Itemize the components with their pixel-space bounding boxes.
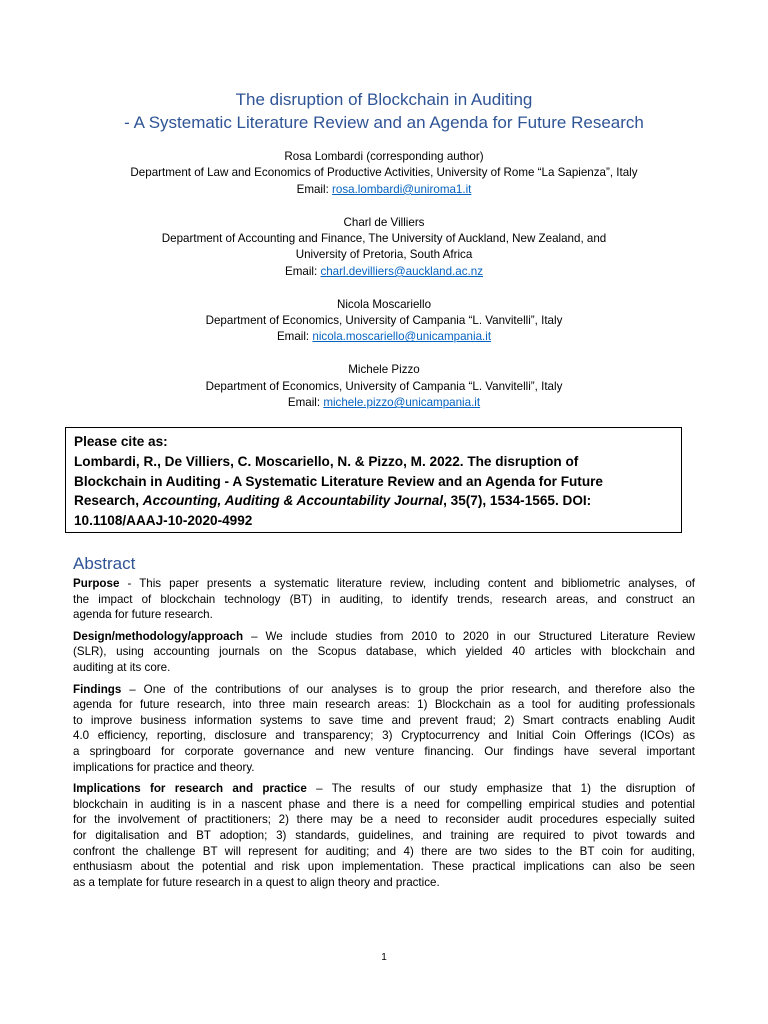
author-list [60,149,708,428]
author-email-line [60,182,708,198]
section-label: Design/methodology/approach [73,629,244,643]
section-label: Implications for research and practice [73,782,307,796]
abstract-line: enthusiasm about the potential and risk upon implementation. These practical implications can also be seen [73,860,695,874]
line-text: This paper presents a systematic literature review, including content and bibliometric analyses, of [139,577,695,590]
abstract-line: agenda for future research. [73,608,213,622]
citation-text: , 35(7), 1534-1565. DOI: [443,493,592,509]
abstract-line: as a template for future research in a quest to align theory and practice. [73,875,440,889]
author-block [60,362,708,411]
author-email-line [60,264,708,280]
citation-line [74,491,673,511]
page-number: 1 [381,952,387,963]
author-block [60,215,708,281]
author-name: Charl de Villiers [343,215,425,229]
label-separator: - [119,577,140,590]
author-email-line [60,329,708,345]
abstract-line: 4.0 efficiency, reporting, disclosure and transparency; 3) Cryptocurrency and Initial Coin Offerings (ICOs) as [73,729,695,743]
email-label: Email: [287,396,324,410]
citation-box [65,427,682,533]
author-name: Rosa Lombardi (corresponding author) [284,150,484,163]
journal-name: Accounting, Auditing & Accountability Journal [142,493,444,509]
abstract-paragraph-findings [73,682,695,776]
author-affiliation: Department of Accounting and Finance, The University of Auckland, New Zealand, and [161,232,607,246]
abstract-line: implications for practice and theory. [73,760,255,774]
author-email-line [60,395,708,411]
abstract-line: (SLR), using accounting journals on the Scopus database, which yielded 40 articles with blockchain and [73,645,695,659]
citation-text: Research, [74,493,143,509]
section-label: Findings [73,682,122,696]
author-affiliation: Department of Economics, University of Campania “L. Vanvitelli”, Italy [205,314,563,328]
abstract-line: auditing at its core. [73,660,171,674]
abstract-heading: Abstract [73,554,136,573]
author-name: Michele Pizzo [348,363,420,377]
paper-title [60,88,708,134]
abstract-line [73,781,695,797]
abstract-line: blockchain in auditing is in a nascent phase and there is a need for compelling empirical studies and potential [73,797,695,811]
abstract-body [73,576,695,896]
abstract-paragraph-implications [73,781,695,890]
abstract-line: a springboard for corporate governance and new venture financing. Our findings have several important [73,744,695,758]
label-separator: – [306,782,332,796]
author-name: Nicola Moscariello [336,297,432,311]
abstract-line [73,576,695,592]
label-separator: – [121,682,144,696]
title-line-1: The disruption of Blockchain in Auditing [235,90,533,109]
abstract-line: for digitalisation and BT adoption; 3) standards, guidelines, and training are required to pivot towards and [73,828,695,842]
author-block [60,149,708,198]
citation-doi: 10.1108/AAAJ-10-2020-4992 [74,513,253,529]
abstract-paragraph-design [73,629,695,676]
citation-heading: Please cite as: [74,434,168,449]
abstract-line: confront the challenge BT will represent for auditing; and 4) there are two sides to the BT coin for auditing, [73,844,695,858]
email-label: Email: [296,182,333,196]
abstract-paragraph-purpose [73,576,695,623]
line-text: The results of our study emphasize that 1) the disruption of [331,782,695,796]
line-text: We include studies from 2010 to 2020 in our Structured Literature Review [265,629,695,643]
author-affiliation: Department of Economics, University of Campania “L. Vanvitelli”, Italy [205,379,563,393]
abstract-line: agenda for future research, into three main research areas: 1) Blockchain as a tool for auditing professionals [73,698,695,712]
email-label: Email: [285,264,321,278]
label-separator: – [243,629,266,643]
section-label: Purpose [73,577,120,590]
line-text: One of the contributions of our analyses is to group the prior research, and therefore also the [143,682,696,696]
abstract-line: to improve business information systems to save time and prevent fraud; 2) Smart contracts enabling Audit [73,713,695,727]
abstract-line [73,629,695,645]
author-email-link[interactable]: rosa.lombardi@uniroma1.it [332,182,472,196]
citation-line: Lombardi, R., De Villiers, C. Moscariello, N. & Pizzo, M. 2022. The disruption of [74,453,579,469]
author-email-link[interactable]: nicola.moscariello@unicampania.it [312,330,492,344]
title-line-2: - A Systematic Literature Review and an Agenda for Future Research [124,113,644,132]
author-affiliation: Department of Law and Economics of Productive Activities, University of Rome “La Sapienza”, Italy [130,166,638,180]
email-label: Email: [276,330,313,344]
author-block [60,297,708,346]
author-email-link[interactable]: charl.devilliers@auckland.ac.nz [320,264,483,278]
abstract-line: for the involvement of practitioners; 2) there may be a need to reconsider audit procedures especially suited [73,813,695,827]
citation-line: Blockchain in Auditing - A Systematic Literature Review and an Agenda for Future [74,473,603,489]
author-email-link[interactable]: michele.pizzo@unicampania.it [323,396,481,410]
author-affiliation: University of Pretoria, South Africa [295,248,473,262]
abstract-line: the impact of blockchain technology (BT) in auditing, to identify trends, research areas, and construct an [73,592,695,606]
abstract-line [73,682,695,698]
